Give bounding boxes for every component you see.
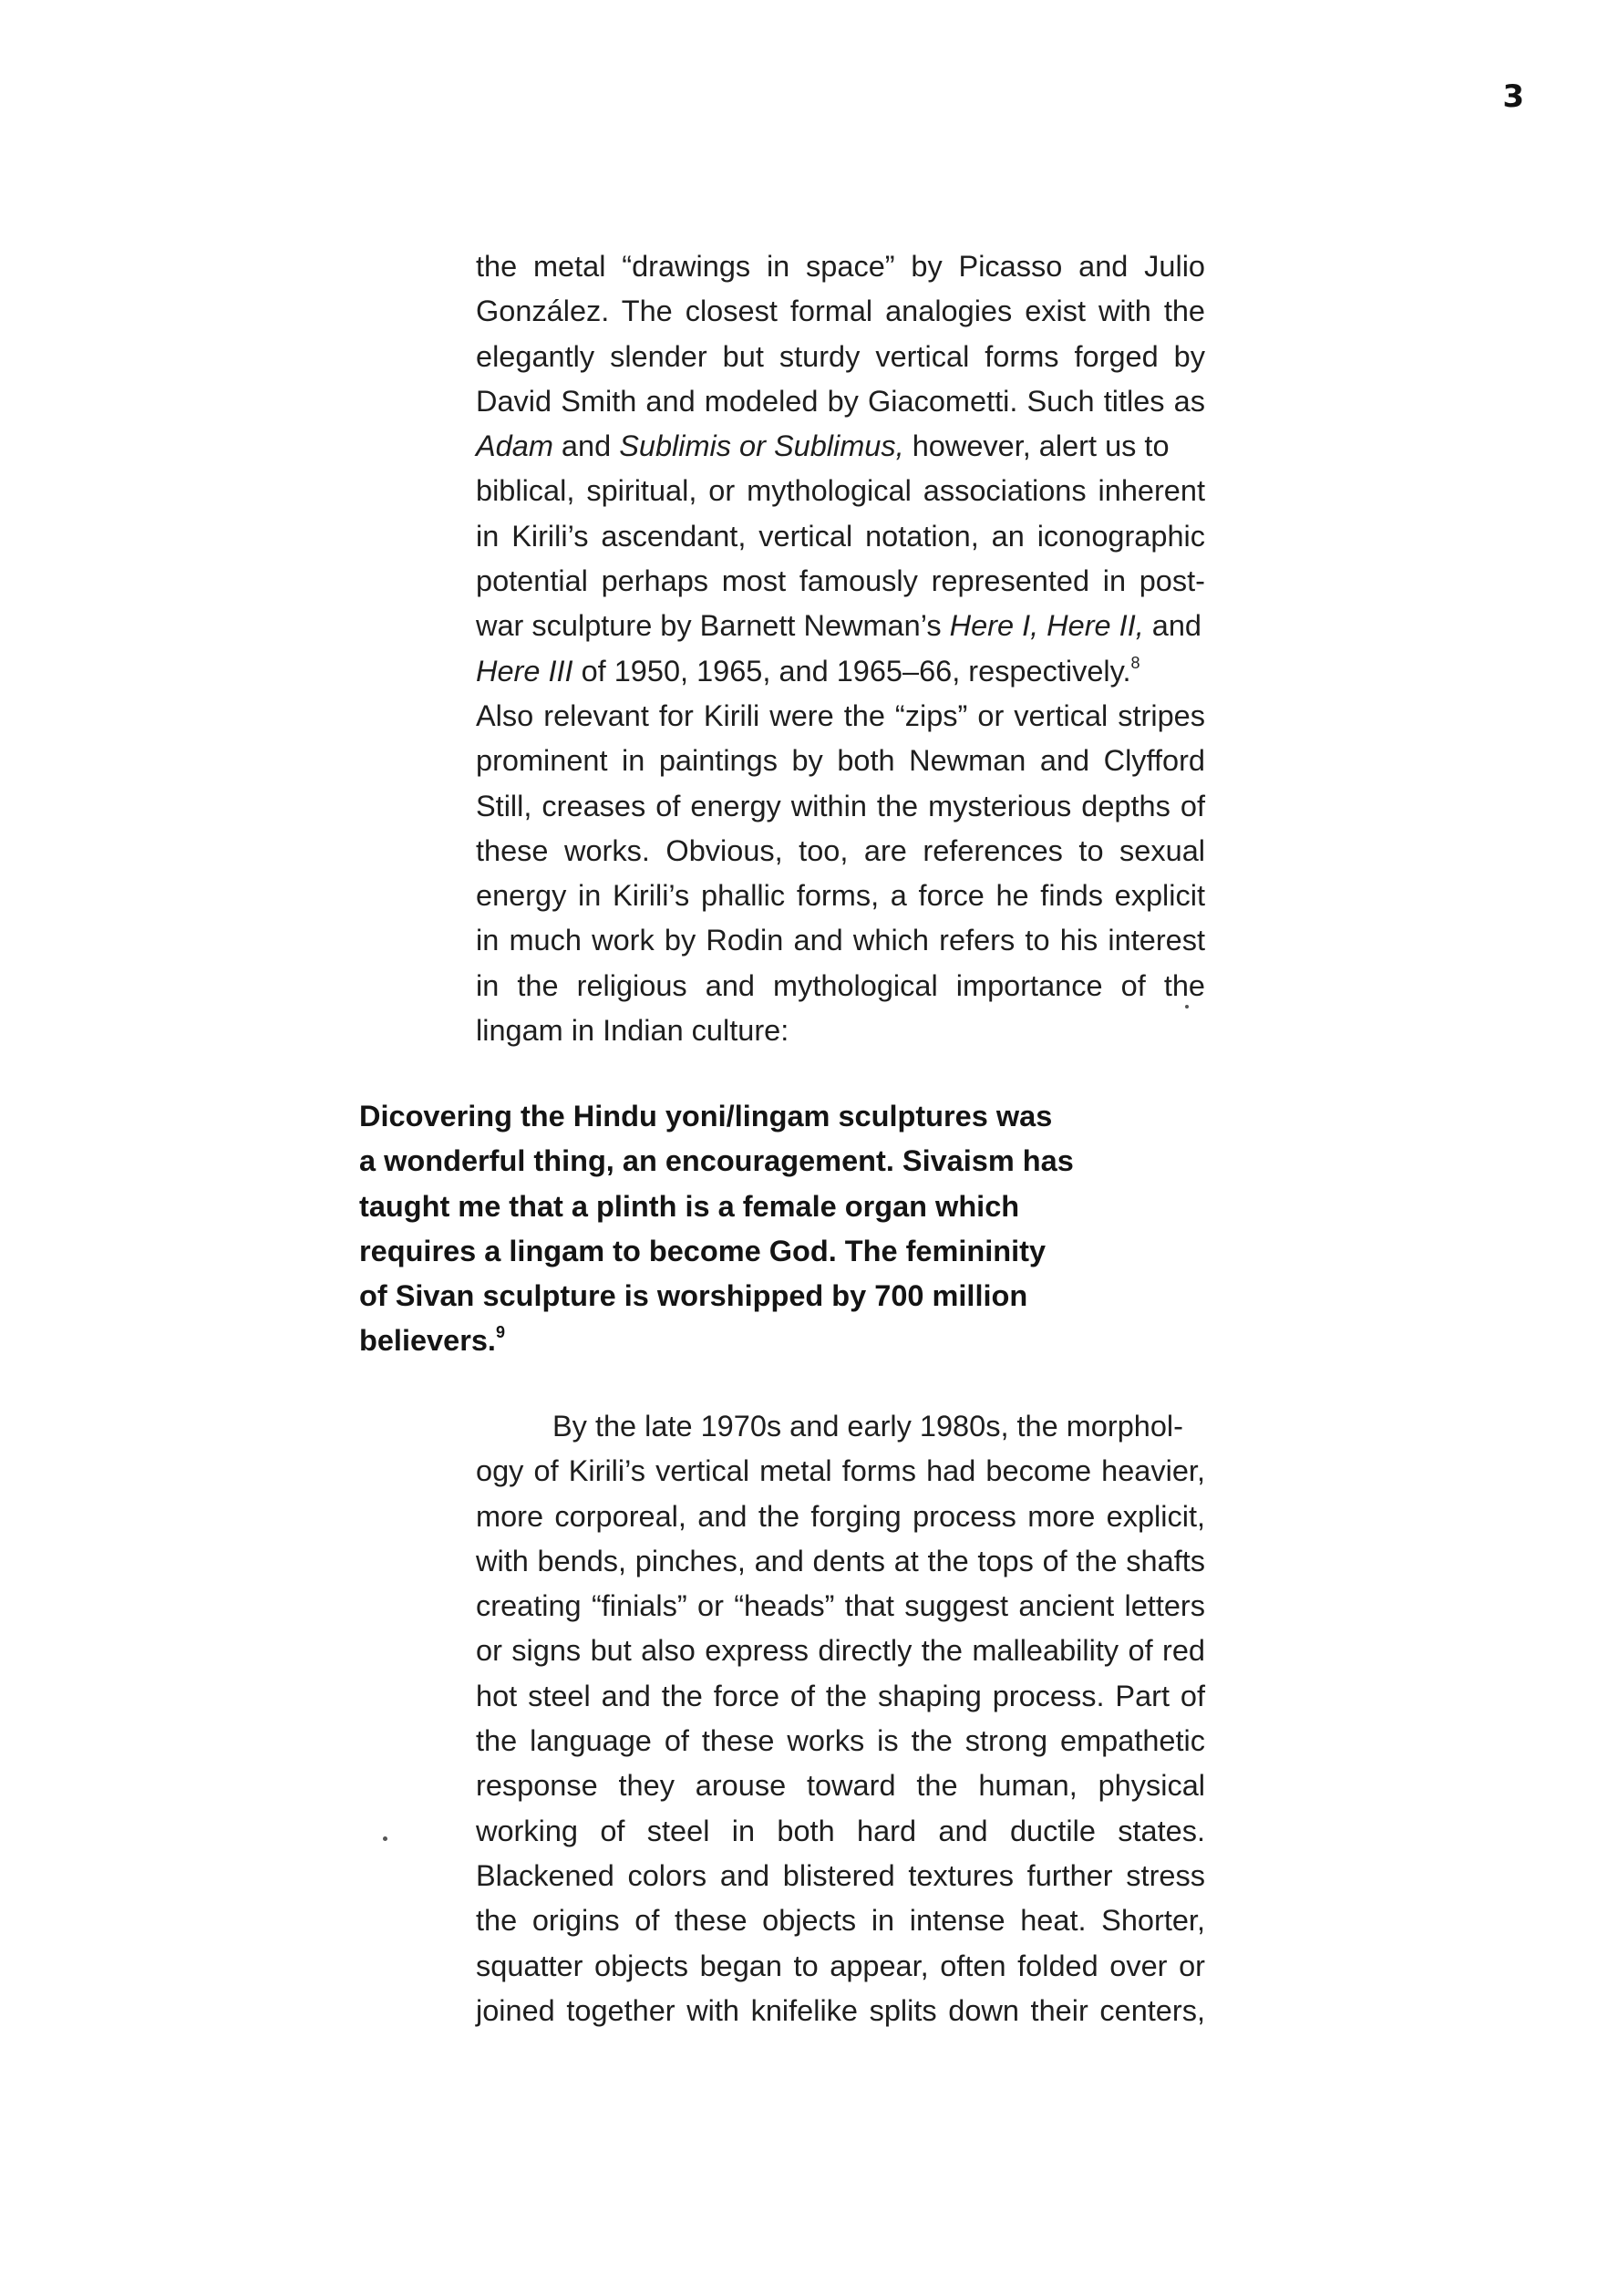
text-run: of 1950, 1965, and 1965–66, respectively. bbox=[572, 654, 1131, 688]
artwork-title: Here I, Here II, bbox=[949, 609, 1144, 643]
quote-line: of Sivan sculpture is worshipped by 700 million bbox=[359, 1279, 1028, 1313]
quote-line: a wonderful thing, an encouragement. Sivaism has bbox=[359, 1144, 1074, 1178]
text-line: Blackened colors and blistered textures further stress bbox=[476, 1858, 1205, 1892]
text-line: hot steel and the force of the shaping process. Part of bbox=[476, 1679, 1205, 1712]
text-line: Still, creases of energy within the mysterious depths of bbox=[476, 789, 1205, 822]
text-line: in much work by Rodin and which refers to his interest bbox=[476, 924, 1205, 957]
text-line: creating “finials” or “heads” that suggest ancient letters bbox=[476, 1589, 1205, 1623]
text-line: or signs but also express directly the malleability of red bbox=[476, 1634, 1205, 1668]
artwork-title: Adam bbox=[476, 429, 553, 463]
page-number: 3 bbox=[1502, 78, 1524, 115]
text-line: joined together with knifelike splits down their centers, bbox=[476, 1993, 1205, 2027]
text-line: prominent in paintings by both Newman and Clyfford bbox=[476, 744, 1205, 778]
text-line bbox=[476, 604, 1205, 648]
text-line: David Smith and modeled by Giacometti. Such titles as bbox=[476, 384, 1205, 418]
text-line: energy in Kirili’s phallic forms, a force he finds explicit bbox=[476, 879, 1205, 913]
quote-line: Dicovering the Hindu yoni/lingam sculptures was bbox=[359, 1100, 1053, 1132]
block-quote bbox=[359, 1094, 1088, 1364]
text-line: lingam in Indian culture: bbox=[476, 1014, 789, 1048]
text-line: in the religious and mythological importance of the bbox=[476, 968, 1205, 1002]
text-run: however, alert us to bbox=[903, 429, 1170, 463]
text-line: biblical, spiritual, or mythological associations inherent bbox=[476, 474, 1205, 508]
text-line: these works. Obvious, too, are references to sexual bbox=[476, 833, 1205, 867]
quote-line bbox=[359, 1319, 1088, 1363]
text-line: with bends, pinches, and dents at the tops of the shafts bbox=[476, 1544, 1205, 1577]
text-line: By the late 1970s and early 1980s, the morphol- bbox=[552, 1410, 1183, 1443]
quote-line: taught me that a plinth is a female organ which bbox=[359, 1189, 1020, 1223]
text-line: Also relevant for Kirili were the “zips” or vertical stripes bbox=[476, 698, 1205, 732]
text-line: the language of these works is the strong empathetic bbox=[476, 1724, 1205, 1758]
text-line bbox=[476, 424, 1205, 469]
text-line: response they arouse toward the human, physical bbox=[476, 1769, 1205, 1803]
text-line: more corporeal, and the forging process more explicit, bbox=[476, 1499, 1205, 1533]
body-paragraph-2 bbox=[476, 1404, 1205, 2033]
footnote-marker: 9 bbox=[495, 1323, 505, 1342]
text-line: González. The closest formal analogies exist with the bbox=[476, 295, 1205, 328]
text-line: squatter objects began to appear, often folded over or bbox=[476, 1949, 1205, 1982]
text-run: believers. bbox=[359, 1324, 496, 1358]
text-line: ogy of Kirili’s vertical metal forms had become heavier, bbox=[476, 1454, 1205, 1488]
text-line: potential perhaps most famously represented in post- bbox=[476, 564, 1205, 598]
quote-line: requires a lingam to become God. The femininity bbox=[359, 1234, 1047, 1267]
text-line: the origins of these objects in intense heat. Shorter, bbox=[476, 1904, 1205, 1938]
scan-speck bbox=[383, 1836, 387, 1841]
text-line: the metal “drawings in space” by Picasso and Julio bbox=[476, 250, 1205, 283]
text-run: and bbox=[1143, 609, 1202, 643]
text-line: in Kirili’s ascendant, vertical notation, an iconographic bbox=[476, 519, 1205, 553]
text-run: and bbox=[552, 429, 620, 463]
text-line: working of steel in both hard and ductile states. bbox=[476, 1814, 1205, 1847]
footnote-marker: 8 bbox=[1130, 653, 1140, 672]
artwork-title: Sublimis or Sublimus, bbox=[619, 429, 904, 463]
artwork-title: Here III bbox=[476, 654, 573, 688]
text-line bbox=[476, 649, 1205, 694]
body-paragraph-1 bbox=[476, 244, 1205, 1053]
text-run: war sculpture by Barnett Newman’s bbox=[476, 609, 950, 643]
scan-speck bbox=[1185, 1005, 1189, 1008]
text-line: elegantly slender but sturdy vertical forms forged by bbox=[476, 339, 1205, 373]
